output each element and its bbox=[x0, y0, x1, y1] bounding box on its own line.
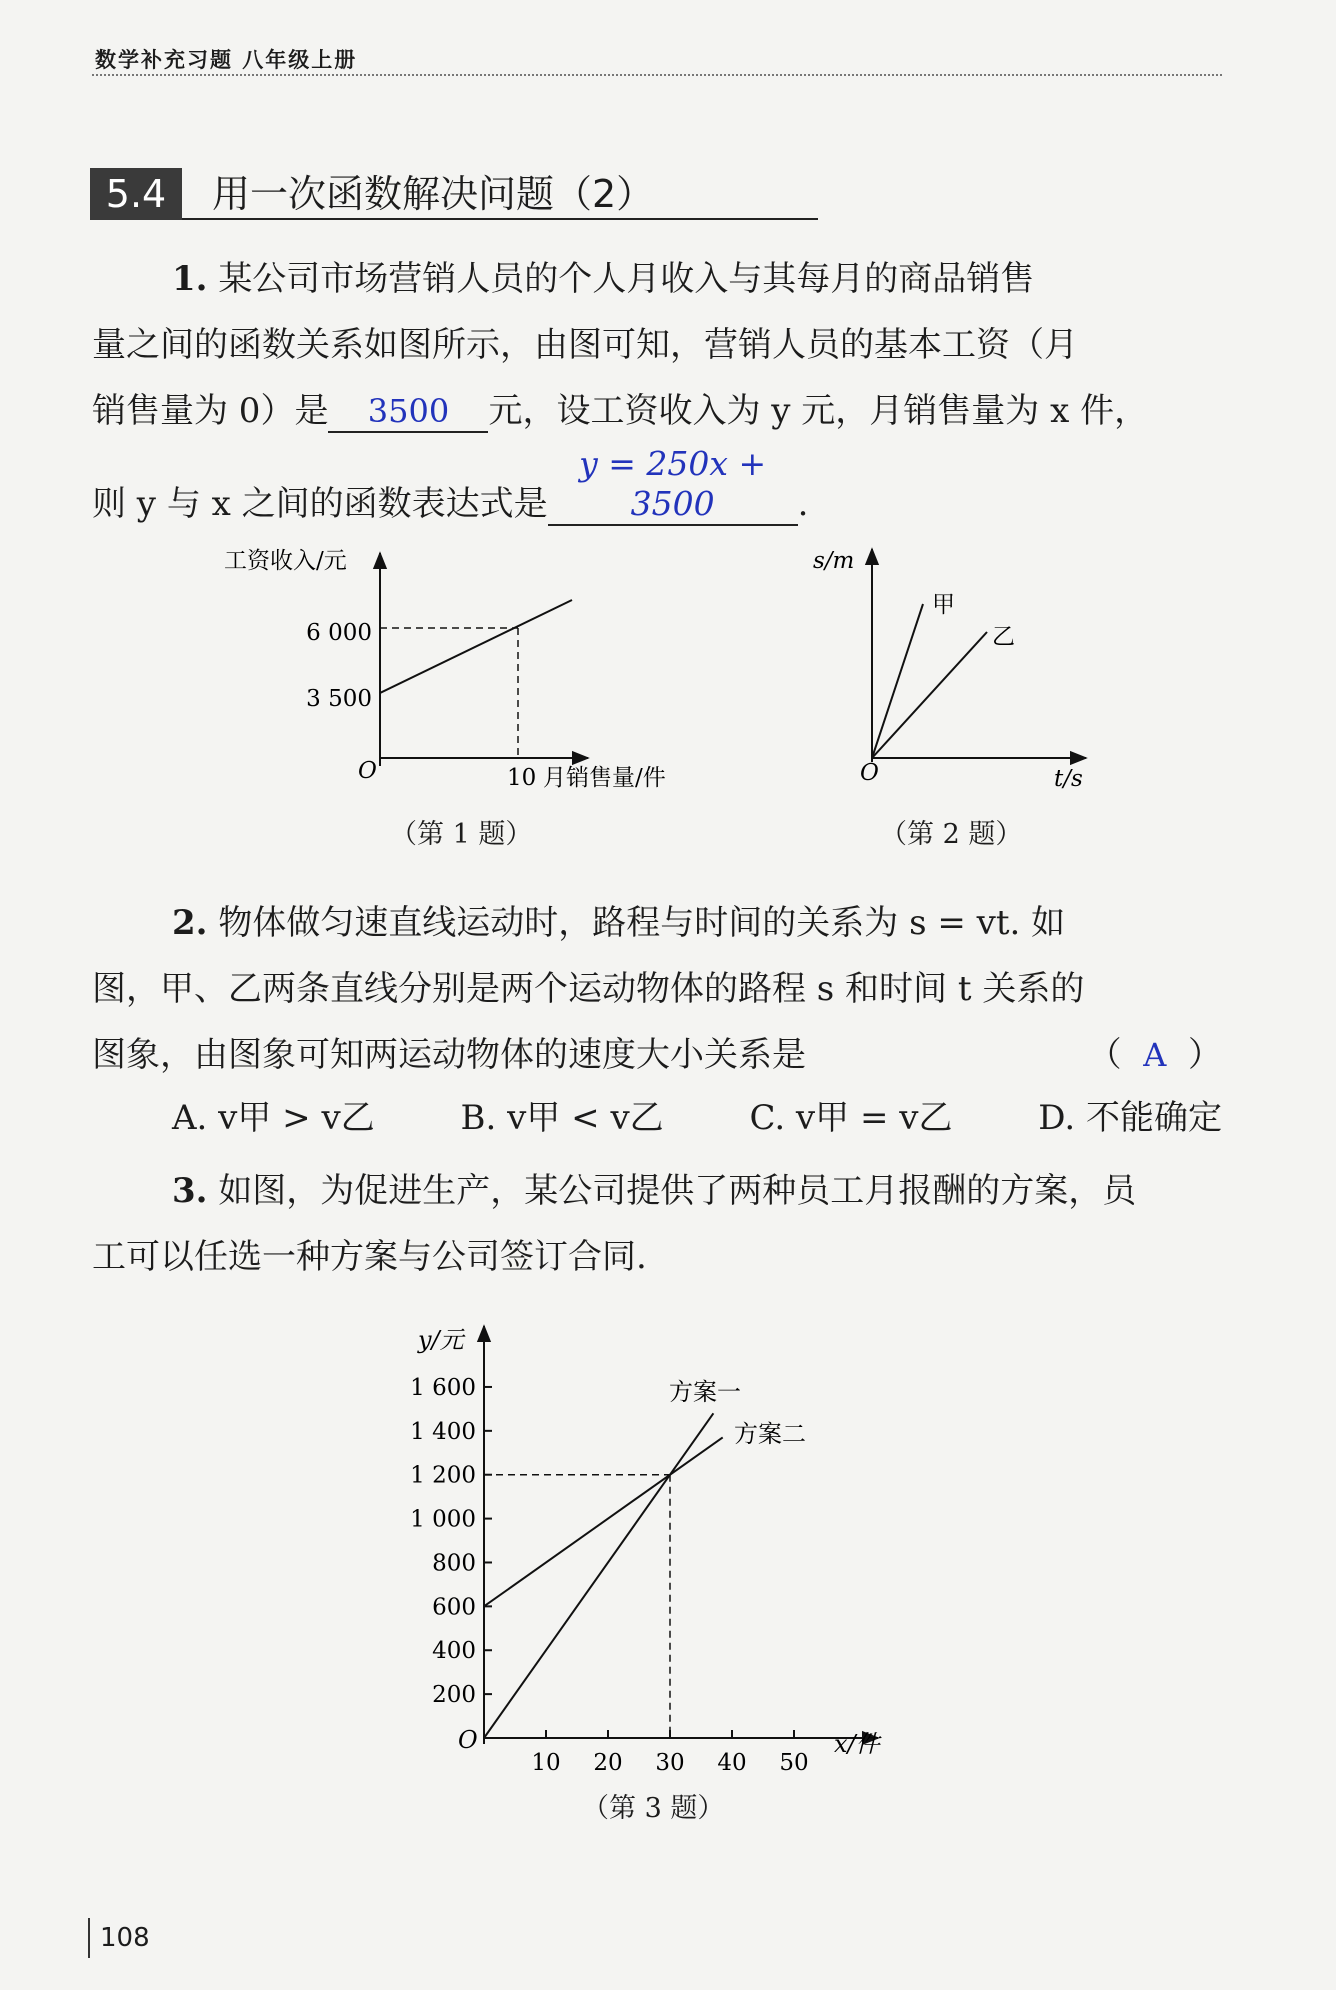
question-3-number: 3. bbox=[172, 1171, 208, 1211]
fig3-ytick-label: 600 bbox=[432, 1594, 476, 1621]
question-1-line: 量之间的函数关系如图所示，由图可知，营销人员的基本工资（月 bbox=[92, 325, 1078, 365]
handwritten-answer-2: y = 250x + 3500 bbox=[579, 444, 767, 523]
fig3-ytick-label: 1 400 bbox=[410, 1418, 476, 1445]
fig1-tick-3500: 3 500 bbox=[306, 686, 372, 712]
fig3-label-plan2: 方案二 bbox=[734, 1420, 806, 1448]
question-3-line: 如图，为促进生产，某公司提供了两种员工月报酬的方案，员 bbox=[218, 1171, 1137, 1211]
fig3-xtick-label: 30 bbox=[655, 1750, 685, 1776]
figure-1-chart bbox=[224, 548, 666, 791]
question-1-line: 元，设工资收入为 y 元，月销售量为 x 件， bbox=[488, 391, 1149, 431]
fig3-line-plan1 bbox=[484, 1413, 713, 1738]
fig3-ytick-label: 1 000 bbox=[410, 1506, 476, 1533]
choice-d: D. 不能确定 bbox=[1038, 1098, 1222, 1138]
fig3-ylabel: y/元 bbox=[418, 1326, 464, 1354]
fig1-tick-6000: 6 000 bbox=[306, 620, 372, 646]
bracket-open: （ bbox=[1087, 1035, 1122, 1075]
fig3-xtick-label: 50 bbox=[779, 1750, 809, 1776]
fig2-label-yi: 乙 bbox=[992, 624, 1015, 650]
choice-a: A. v甲 > v乙 bbox=[172, 1098, 375, 1138]
figure-3-caption: （第 3 题） bbox=[582, 1793, 725, 1824]
choice-b: B. v甲 < v乙 bbox=[460, 1098, 664, 1138]
fig1-tick-10: 10 bbox=[507, 765, 537, 791]
bracket-close: ） bbox=[1188, 1035, 1222, 1075]
fig3-line-plan2 bbox=[484, 1437, 723, 1606]
choice-c: C. v甲 = v乙 bbox=[749, 1098, 953, 1138]
fig3-ytick-label: 800 bbox=[432, 1550, 476, 1577]
fig3-ytick-label: 1 600 bbox=[410, 1374, 476, 1401]
fig2-line-yi bbox=[872, 632, 987, 758]
fig1-origin: O bbox=[358, 758, 377, 784]
fig3-label-plan1: 方案一 bbox=[669, 1378, 741, 1406]
period: . bbox=[797, 484, 809, 524]
figure-2-caption: （第 2 题） bbox=[880, 819, 1023, 850]
question-1-line: 某公司市场营销人员的个人月收入与其每月的商品销售 bbox=[218, 259, 1035, 299]
fig2-label-jia: 甲 bbox=[932, 592, 955, 618]
page-number: 108 bbox=[88, 1918, 150, 1958]
fig2-origin: O bbox=[860, 760, 879, 786]
fig2-ylabel: s/m bbox=[813, 548, 855, 574]
fig1-ylabel: 工资收入/元 bbox=[224, 548, 347, 574]
fig3-origin: O bbox=[458, 1726, 478, 1754]
fig1-income-line bbox=[380, 600, 572, 693]
fig3-xlabel: x/件 bbox=[834, 1730, 880, 1758]
fig3-xtick-label: 20 bbox=[593, 1750, 623, 1776]
question-1-number: 1. bbox=[172, 259, 208, 299]
question-1-line: 则 y 与 x 之间的函数表达式是 bbox=[92, 484, 548, 524]
question-3-line: 工可以任选一种方案与公司签订合同. bbox=[92, 1237, 647, 1277]
figure-1-caption: （第 1 题） bbox=[390, 819, 533, 850]
question-2-line: 物体做匀速直线运动时，路程与时间的关系为 s = vt. 如 bbox=[218, 903, 1066, 943]
figure-2-chart bbox=[813, 548, 1086, 792]
fig1-xlabel: 月销售量/件 bbox=[543, 765, 666, 791]
fig3-ytick-label: 1 200 bbox=[410, 1462, 476, 1489]
question-2-number: 2. bbox=[172, 903, 208, 943]
fig2-line-jia bbox=[872, 604, 923, 758]
section-number: 5.4 bbox=[90, 168, 182, 220]
section-heading: 用一次函数解决问题（2） bbox=[212, 172, 655, 216]
fig3-xtick-label: 40 bbox=[717, 1750, 747, 1776]
question-2-line: 图，甲、乙两条直线分别是两个运动物体的路程 s 和时间 t 关系的 bbox=[92, 969, 1085, 1009]
fig3-ytick-label: 200 bbox=[432, 1682, 476, 1709]
fig3-xtick-label: 10 bbox=[531, 1750, 561, 1776]
running-header: 数学补充习题 八年级上册 bbox=[95, 48, 358, 72]
handwritten-answer-1: 3500 bbox=[367, 392, 450, 430]
figure-3-chart bbox=[410, 1326, 882, 1776]
question-2-line: 图象，由图象可知两运动物体的速度大小关系是 bbox=[92, 1035, 806, 1075]
fig2-xlabel: t/s bbox=[1054, 766, 1083, 792]
question-1-line: 销售量为 0）是 bbox=[92, 391, 329, 431]
fig3-ytick-label: 400 bbox=[432, 1638, 476, 1665]
handwritten-answer-q2: A bbox=[1143, 1036, 1167, 1074]
